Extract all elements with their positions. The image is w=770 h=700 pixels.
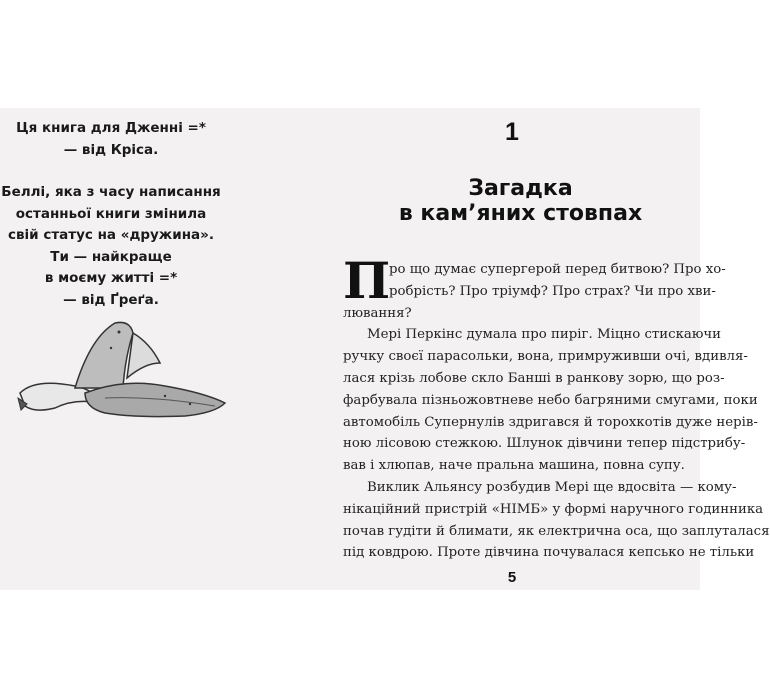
text-line: ро що думає супергерой перед битвою? Про хо- xyxy=(389,262,726,277)
dedication-line: Ти — найкраще xyxy=(50,248,172,265)
text-line: нікаційний пристрій «НІМБ» у формі наручного годинника xyxy=(343,501,764,517)
text-line: робрість? Про тріумф? Про страх? Чи про хви- xyxy=(389,283,716,299)
text-line: Мері Перкінс думала про пиріг. Міцно стискаючи xyxy=(367,327,722,343)
dedication xyxy=(0,118,222,311)
book-spread xyxy=(0,108,770,590)
dedication-line: Беллі, яка з часу написання xyxy=(1,184,221,200)
chapter-title-line: Загадка xyxy=(468,176,573,201)
dedication-line: — від Кріса. xyxy=(63,141,159,158)
dedication-line: останньої книги змінила xyxy=(15,205,207,222)
text-line: Виклик Альянсу розбудив Мері ще вдосвіта — кому- xyxy=(367,479,737,495)
dedication-line: Ця книга для Дженні =* xyxy=(16,120,206,136)
text-line: вав і хлюпав, наче пральна машина, повна супу. xyxy=(343,458,685,474)
drop-cap: П xyxy=(343,251,391,310)
text-line: ною лісовою стежкою. Шлунок дівчини тепер підстрибу- xyxy=(343,436,746,452)
banana-peel-illustration xyxy=(15,318,235,428)
text-line: лася крізь лобове скло Банші в ранкову зорю, що роз- xyxy=(343,370,725,386)
chapter-body-text xyxy=(343,251,770,564)
dedication-line: в моєму житті =* xyxy=(44,270,178,286)
text-line: під ковдрою. Проте дівчина почувалася кепсько не тільки xyxy=(343,545,755,561)
text-line: фарбувала пізньожовтневе небо багряними смугами, поки xyxy=(343,392,758,408)
text-line: автомобіль Супернулів здригався й торохкотів дуже нерів- xyxy=(343,414,758,430)
chapter-number: 1 xyxy=(505,118,519,146)
chapter-title-line: в кам’яних стовпах xyxy=(398,201,643,226)
text-line: ручку своєї парасольки, вона, примруживши очі, вдивля- xyxy=(343,349,748,365)
dedication-line: свій статус на «дружина». xyxy=(7,227,214,243)
page-number: 5 xyxy=(507,569,517,586)
text-line: лювання? xyxy=(343,305,412,321)
text-line: почав гудіти й блимати, як електрична оса, що заплуталася xyxy=(343,523,770,539)
dedication-line: — від Ґреґа. xyxy=(63,291,159,308)
chapter-title xyxy=(343,176,698,226)
